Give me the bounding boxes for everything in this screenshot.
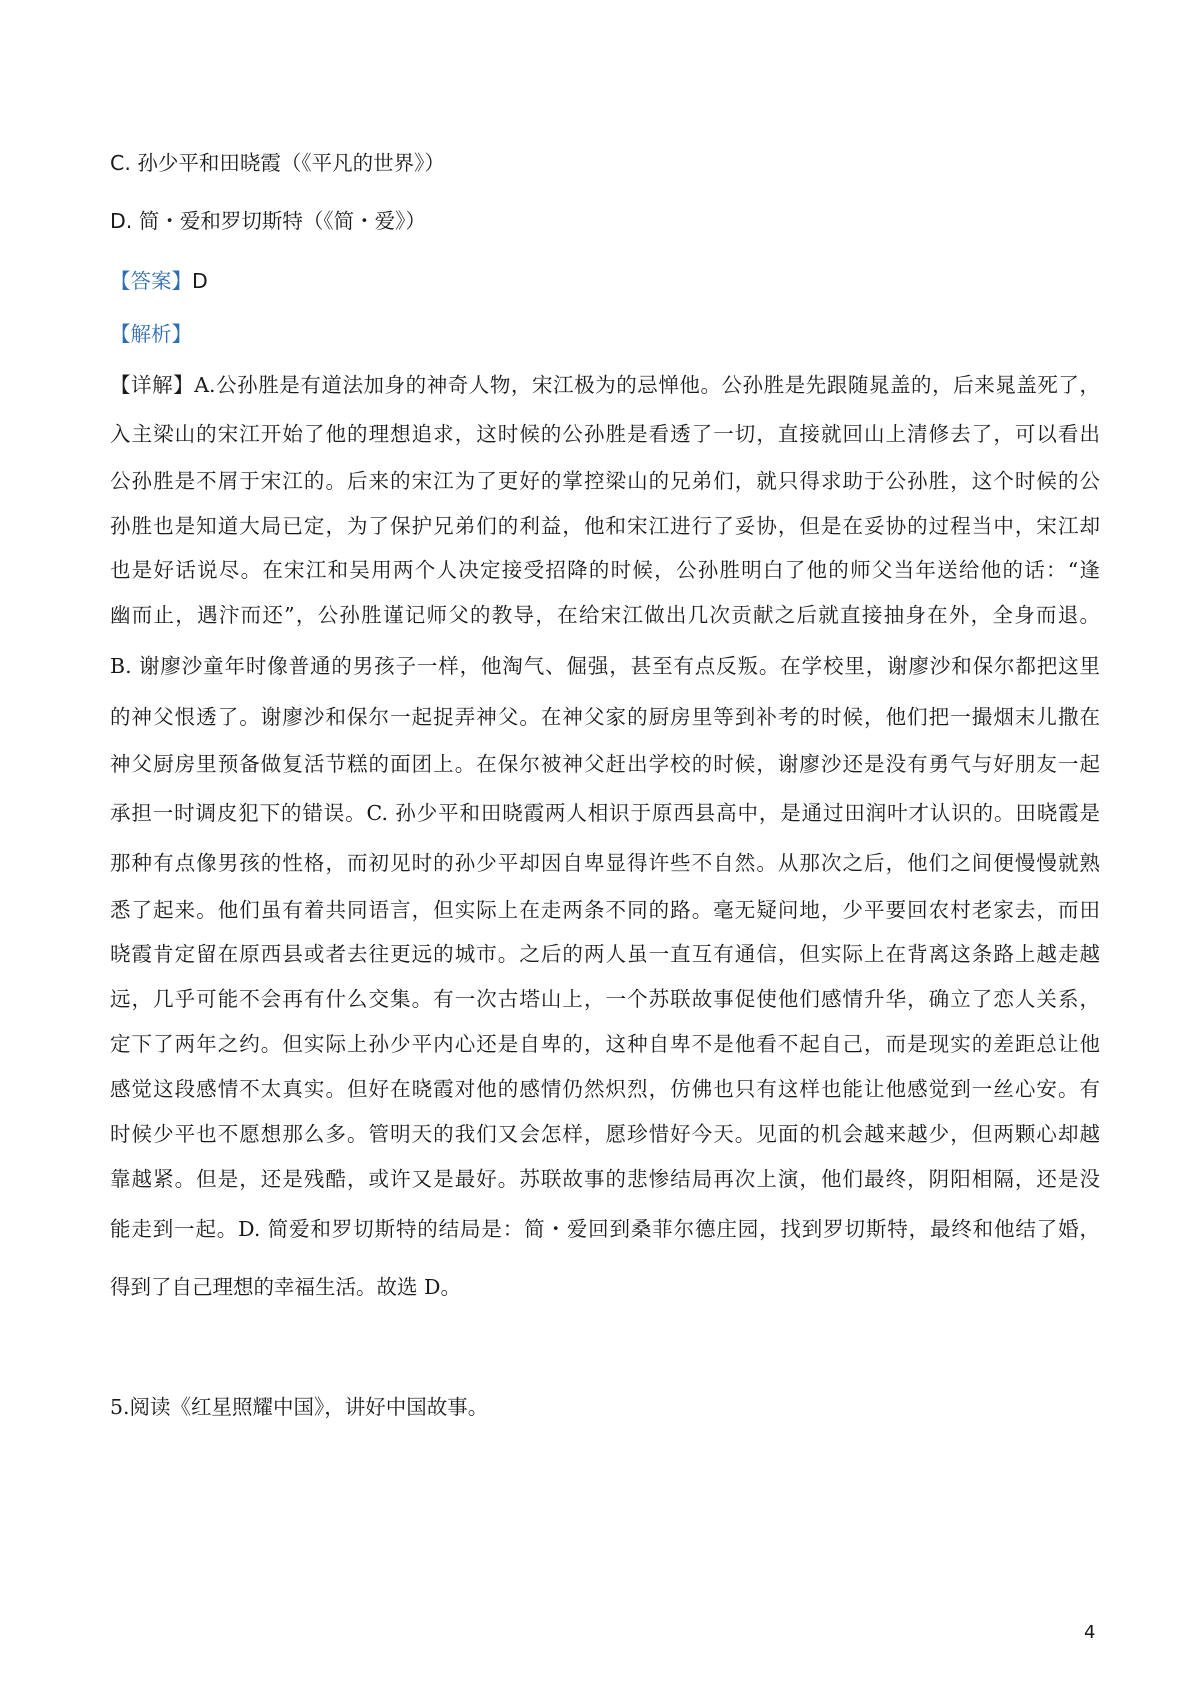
detail-line: 【详解】A.公孙胜是有道法加身的神奇人物，宋江极为的忌惮他。公孙胜是先跟随晁盖的，后来晁盖死了，	[110, 373, 1100, 397]
answer-line	[110, 267, 1100, 295]
detail-line: 远，几乎可能不会再有什么交集。有一次古塔山上，一个苏联故事促使他们感情升华，确立了恋人关系，	[110, 987, 1100, 1011]
detail-line: 时候少平也不愿想那么多。管明天的我们又会怎样，愿珍惜好今天。见面的机会越来越少，但两颗心却越	[110, 1122, 1100, 1146]
detail-line: 也是好话说尽。在宋江和吴用两个人决定接受招降的时候，公孙胜明白了他的师父当年送给他的话：“逢	[110, 558, 1100, 582]
detail-line: 靠越紧。但是，还是残酷，或许又是最好。苏联故事的悲惨结局再次上演，他们最终，阴阳相隔，还是没	[110, 1167, 1100, 1191]
detail-line: 能走到一起。D. 简爱和罗切斯特的结局是：简・爱回到桑菲尔德庄园，找到罗切斯特，最终和他结了婚，	[110, 1217, 1100, 1241]
detail-line: 承担一时调皮犯下的错误。C. 孙少平和田晓霞两人相识于原西县高中，是通过田润叶才认识的。田晓霞是	[110, 801, 1100, 825]
option-letter: D.	[110, 209, 133, 233]
detail-line: 入主梁山的宋江开始了他的理想追求，这时候的公孙胜是看透了一切，直接就回山上清修去了，可以看出	[110, 422, 1100, 446]
detail-line: 悉了起来。他们虽有着共同语言，但实际上在走两条不同的路。毫无疑问地，少平要回农村老家去，而田	[110, 898, 1100, 922]
detail-line: 感觉这段感情不太真实。但好在晓霞对他的感情仍然炽烈，仿佛也只有这样也能让他感觉到一丝心安。有	[110, 1077, 1100, 1101]
detail-line: 公孙胜是不屑于宋江的。后来的宋江为了更好的掌控梁山的兄弟们，就只得求助于公孙胜，这个时候的公	[110, 469, 1100, 493]
option-d	[110, 207, 1100, 235]
option-c	[110, 149, 1100, 177]
detail-line: 得到了自己理想的幸福生活。故选 D。	[110, 1275, 461, 1299]
detail-line: 的神父恨透了。谢廖沙和保尔一起捉弄神父。在神父家的厨房里等到补考的时候，他们把一撮烟末儿撒在	[110, 705, 1100, 729]
answer-label: 【答案】	[110, 269, 192, 293]
option-letter: C.	[110, 151, 131, 175]
option-text: 简・爱和罗切斯特（《简・爱》）	[138, 209, 426, 233]
question-5: 5.阅读《红星照耀中国》，讲好中国故事。	[110, 1395, 489, 1419]
answer-value: D	[192, 269, 208, 293]
option-text: 孙少平和田晓霞（《平凡的世界》）	[137, 151, 445, 175]
detail-line: 定下了两年之约。但实际上孙少平内心还是自卑的，这种自卑不是他看不起自己，而是现实的差距总让他	[110, 1032, 1100, 1056]
detail-line: 孙胜也是知道大局已定，为了保护兄弟们的利益，他和宋江进行了妥协，但是在妥协的过程当中，宋江却	[110, 514, 1100, 538]
detail-line: 晓霞肯定留在原西县或者去往更远的城市。之后的两人虽一直互有通信，但实际上在背离这条路上越走越	[110, 942, 1100, 966]
detail-line: 幽而止，遇汴而还”，公孙胜谨记师父的教导，在给宋江做出几次贡献之后就直接抽身在外，全身而退。	[110, 603, 1100, 627]
analysis-label: 【解析】	[110, 322, 192, 346]
detail-line: 神父厨房里预备做复活节糕的面团上。在保尔被神父赶出学校的时候，谢廖沙还是没有勇气与好朋友一起	[110, 752, 1100, 776]
detail-line: 那种有点像男孩的性格，而初见时的孙少平却因自卑显得许些不自然。从那次之后，他们之间便慢慢就熟	[110, 851, 1100, 875]
detail-line: B. 谢廖沙童年时像普通的男孩子一样，他淘气、倔强，甚至有点反叛。在学校里，谢廖沙和保尔都把这里	[110, 654, 1100, 678]
page-number: 4	[1084, 1622, 1096, 1643]
